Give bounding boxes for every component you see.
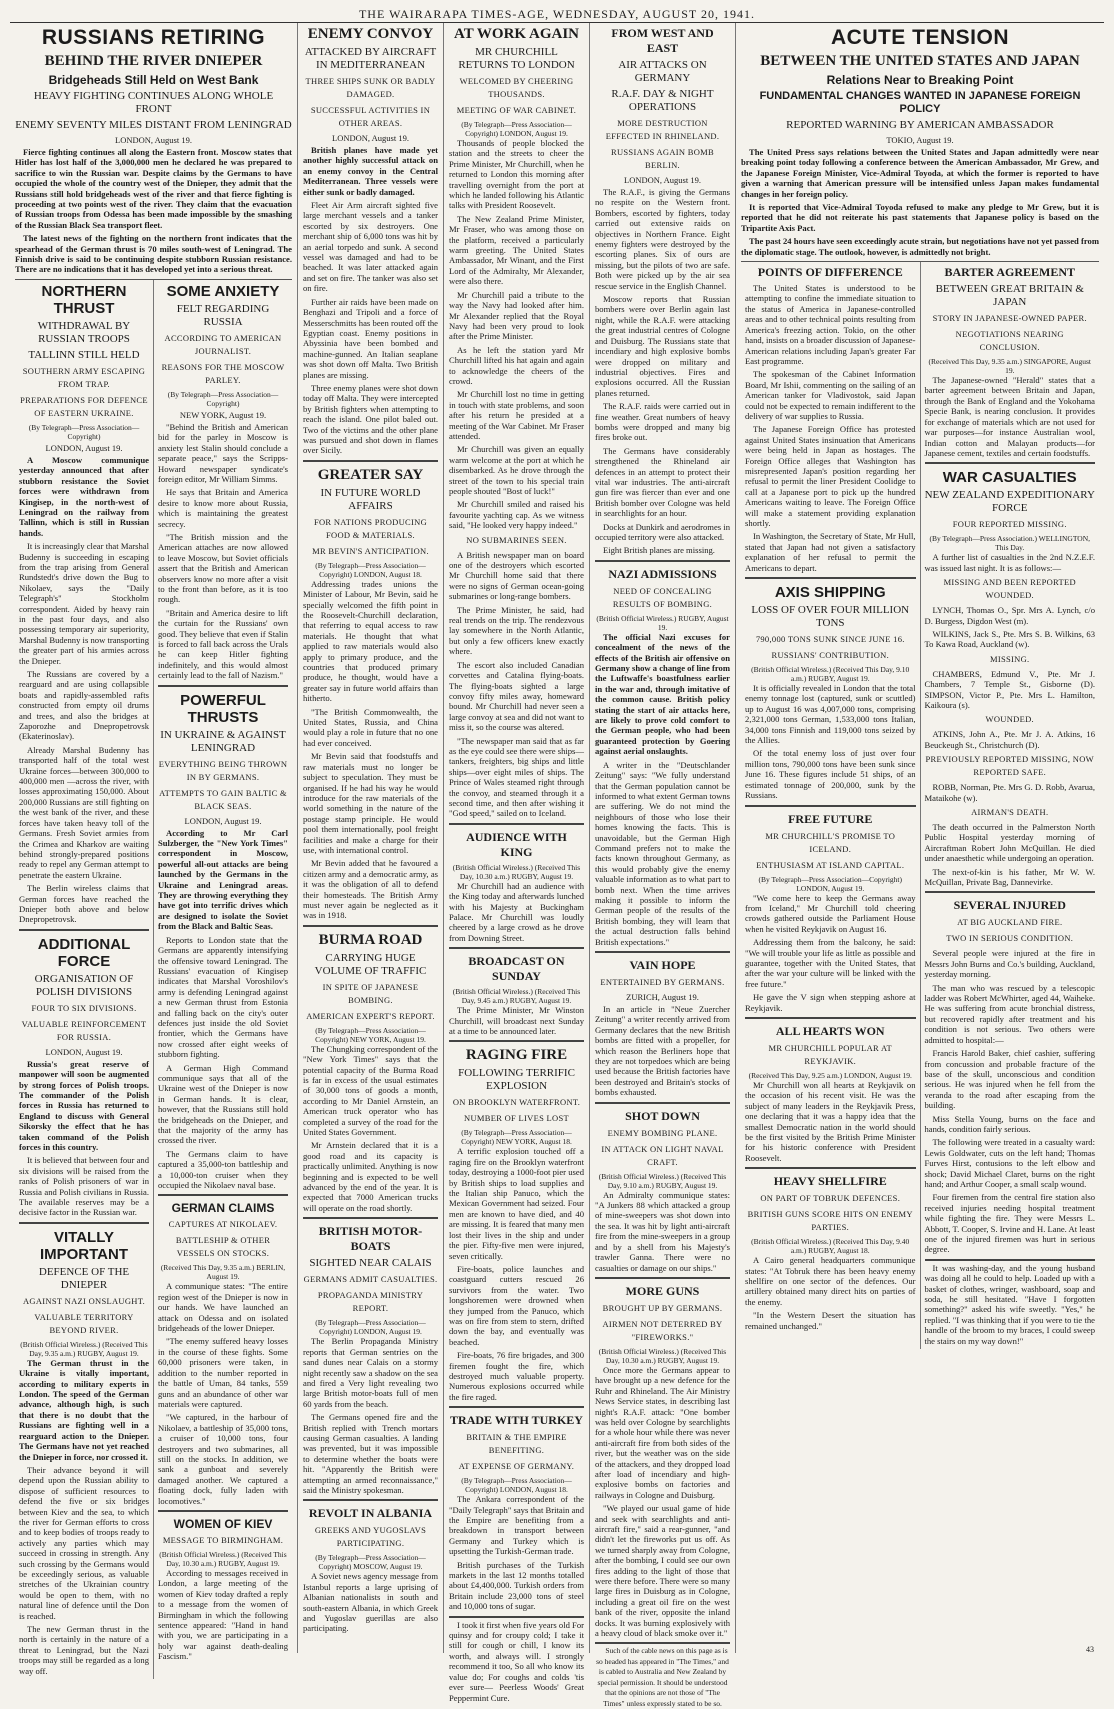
subhead: LOSS OF OVER FOUR MILLION TONS <box>751 604 910 630</box>
subhead: NEGOTIATIONS NEARING CONCLUSION. <box>955 329 1064 353</box>
subhead: VALUABLE REINFORCEMENT FOR RUSSIA. <box>21 1018 147 1042</box>
article-paragraph: The Germans have considerably strengthened the Rhineland air defences in an attempt to protect their vital war industries. The anti-aircraft gun fire was fiercer than ever and one British bomber over Cologne was held in searchlights for an hour. <box>595 445 730 519</box>
credit-line: (By Telegraph—Press Association—Copyright) LONDON, August 18. <box>461 1476 572 1495</box>
subhead: ENEMY SEVENTY MILES DISTANT FROM LENINGRAD <box>15 119 292 131</box>
article-paragraph: Of the total enemy loss of just over four million tons, 790,000 tons have been sunk since June 16. These figures include 51 ships, of an estimated tonnage of 200,000, sunk by the Russians. <box>745 748 916 801</box>
article-paragraph: The next-of-kin is his father, Mr W. W. McQuillan, Private Bag, Dannevirke. <box>924 866 1095 888</box>
headline-british-motor-boats: BRITISH MOTOR-BOATS <box>318 1224 423 1254</box>
casualty-entry: ROBB, Norman, Pte. Mrs G. D. Robb, Avarua, Mataikohe (w). <box>924 782 1095 803</box>
subhead: AT BIG AUCKLAND FIRE. <box>957 917 1063 928</box>
dateline: LONDON, August 19. <box>332 133 409 143</box>
subhead: ORGANISATION OF POLISH DIVISIONS <box>34 972 134 998</box>
column-russians-retiring <box>10 23 298 1676</box>
dateline: LONDON, August 19. <box>45 1046 123 1057</box>
article-paragraph: A British newspaper man on board one of the destroyers which escorted Mr Churchill home said that there were no signs of German ocean-going submarines or long-range bombers. <box>449 549 584 602</box>
section-divider <box>303 925 438 929</box>
article-paragraph: A Moscow communique yesterday announced that after stubborn resistance the Soviet forces were withdrawn from Kingisep, in the north-west of Leningrad on the railway from Tallinn, which is still in Russian hands. <box>19 454 149 538</box>
subhead: Bridgeheads Still Held on West Bank <box>48 73 259 87</box>
article-paragraph: The Ankara correspondent of the "Daily Telegraph" says that Britain and the Empire are benefiting from a breakdown in transport between Germany and Turkey which is upsetting the Turkish-German trade. <box>449 1494 584 1557</box>
article-paragraph: A Soviet news agency message from Istanbul reports a large uprising of Albanian nationalists in south and south-eastern Albania, in which Greek and Yugoslav guerillas are also participating. <box>303 1571 438 1634</box>
two-column-section <box>741 261 1099 1349</box>
headline-several-injured: SEVERAL INJURED <box>953 898 1066 913</box>
headline-broadcast-on-sunday: BROADCAST ON SUNDAY <box>468 954 565 984</box>
section-divider <box>745 805 916 809</box>
subhead: VALUABLE TERRITORY BEYOND RIVER. <box>34 1311 134 1335</box>
subhead: NO SUBMARINES SEEN. <box>466 534 567 545</box>
headline-greater-say: GREATER SAY <box>317 466 424 483</box>
article-paragraph: Addressing trades unions the Minister of Labour, Mr Bevin, said he specially welcomed the fifth point in the Roosevelt-Churchill declaration, that referring to equal access to raw materials. He thought that what applied to raw materials would also apply to primary produce, and the countries that produced primary produce, he thought, would have a greater say in future world affairs than hitherto. <box>303 578 438 704</box>
subhead: ENEMY BOMBING PLANE. <box>607 1127 718 1138</box>
article-paragraph: The latest news of the fighting on the northern front indicates that the spearhead of the German thrust is 70 miles south-west of Leningrad. The Finnish drive is said to be continuing despite stubborn Russian resistance. There are no indications that it has developed yet into a serious threat. <box>15 233 292 275</box>
headline-trade-with-turkey: TRADE WITH TURKEY <box>450 1413 583 1428</box>
subhead: GREEKS AND YUGOSLAVS PARTICIPATING. <box>314 1525 427 1549</box>
subhead: FOUR REPORTED MISSING. <box>952 519 1067 530</box>
article-paragraph: It is officially revealed in London that the total enemy tonnage lost (captured, sunk or scuttled) up to August 16 was 4,007,000 tons, comprising 2,321,000 tons German, 1,533,000 tons Italian, 34,000 tons Finnish and 119,000 tons seized by the Allies. <box>745 683 916 746</box>
credit-line: (Received This Day, 9.35 a.m.) BERLIN, August 19. <box>160 1263 286 1282</box>
subhead: SIGHTED NEAR CALAIS <box>309 1257 432 1270</box>
subhead: BRITAIN & THE EMPIRE BENEFITING. <box>466 1432 567 1456</box>
article-paragraph: Mr Bevin added that he favoured a citizen army and a democratic army, as it was the obligation of all to defend their homesteads. The British Army must never again be neglected as it was in 1918. <box>303 858 438 921</box>
column-enemy-convoy <box>298 23 444 1653</box>
subcolumn-right <box>921 262 1100 1349</box>
article-paragraph: A terrific explosion touched off a raging fire on the Brooklyn waterfront today, destroying a 1000-foot pier used by British ships to load supplies and the Italian ship Panuco, which the Mexican Government had seized. Four men are known to have died, and 40 are missing. It is feared that many men lost their lives in the ship and under the pier. Fifty-five men were injured, seven critically. <box>449 1146 584 1261</box>
article-paragraph: Russia's great reserve of manpower will soon be augmented by strong forces of Polish troops. The commander of the Polish forces in Russia has returned to England to discuss with General Sikorsky the effect that he has taken command of the Polish forces in this country. <box>19 1058 149 1152</box>
article-paragraph: Eight British planes are missing. <box>603 545 715 556</box>
headline-vain-hope: VAIN HOPE <box>629 958 696 972</box>
headline-powerful-thrusts: POWERFUL THRUSTS <box>180 691 266 726</box>
credit-line: (British Official Wireless.) (Received This Day, 9.35 a.m.) RUGBY, August 19. <box>20 1339 148 1358</box>
headline-points-of-difference: POINTS OF DIFFERENCE <box>757 265 903 280</box>
section-divider <box>303 1499 438 1503</box>
article-paragraph: The spokesman of the Cabinet Information Board, Mr Ishii, commenting on the sailing of an American tanker for Vladivostok, said Japan could not be expected to remain indifferent to the delivery of war supplies to Russia. <box>745 369 916 421</box>
subhead: BROUGHT UP BY GERMANS. <box>602 1302 723 1313</box>
subhead: BEHIND THE RIVER DNIEPER <box>44 53 263 69</box>
dateline: ZURICH, August 19. <box>626 992 699 1002</box>
article-paragraph: Mr Churchill was given an equally warm welcome at the port at which he disembarked. As he drove through the street of the town to his special train people shouted "Bost of luck!" <box>449 444 584 496</box>
article-paragraph: The new German thrust in the north is certainly in the nature of a threat to Leningrad, but the Nazi troops may still be regarded as a long way off. <box>19 1624 149 1676</box>
article-paragraph: Fierce fighting continues all along the Eastern front. Moscow states that Hitler has lost half of the 3,000,000 men he declared he was prepared to sacrifice to win the Russian war. Despite claims by the Germans to have occupied the whole of the country west of the Dnieper, they admit that the Russians still hold bridgeheads west of the river and that fierce fighting is proceeding at two points west of the river. They claim that the evacuation of Russian troops from Odessa has been made impossible by the smashing of the Russian Black Sea transport fleet. <box>15 147 292 230</box>
section-divider <box>158 685 288 689</box>
subhead: NEW ZEALAND EXPEDITIONARY FORCE <box>924 489 1095 515</box>
subhead: WELCOMED BY CHEERING THOUSANDS. <box>459 76 574 99</box>
article-paragraph: Mr Churchill had an audience with the King today and afterwards lunched with his Majesty at Buckingham Palace. Mr Churchill was loudly cheered by a large crowd as he drove from Downing Street. <box>449 880 584 943</box>
article-paragraph: In Washington, the Secretary of State, Mr Hull, stated that Japan had not given a satisfactory explanation of her refusal to permit the Americans to depart. <box>745 531 916 573</box>
headline-additional-force: ADDITIONAL FORCE <box>37 935 131 970</box>
subhead: MR CHURCHILL RETURNS TO LONDON <box>458 46 575 71</box>
dateline: LONDON, August 19. <box>45 442 123 453</box>
article-paragraph: A writer in the "Deutschlander Zeitung" says: "We fully understand that the German population cannot be informed to what extent German towns are suffering. We do not mind the neighbours of those who lose their homes knowing the facts. This is unavoidable, but the German High Command prefers not to make the facts known throughout Germany, as this would probably give the enemy valuable information as to what part to bomb next. When the time arrives making it possible to inform the German people of the results of the British bombing, they will learn that the actual destruction falls behind British expectations." <box>595 759 730 947</box>
advertisement-verse: I took it first when five years old For quinsy and for croupy cold; I take it still for cough or chill, I know its worth, and always will. I strongly recommend it too, So all who know its value do; For coughs and colds 'tis ever sure— Peerless Woods' Great Peppermint Cure. <box>449 1619 584 1703</box>
section-divider <box>745 1167 916 1171</box>
subhead: MR CHURCHILL'S PROMISE TO ICELAND. <box>765 830 896 854</box>
article-paragraph: Already Marshal Budenny has transported half of the total west Ukraine forces—between 300,000 to 400,000 men —across the river, with losses approximating 150,000. About 200,000 Russians are still fighting on the west bank of the river, and these forces have taken heavy toll of the Germans. Fresh Soviet armies from the Crimea and Kharkov are waiting behind strongly-prepared positions ready to repel any German attempt to penetrate the eastern Ukraine. <box>19 744 149 880</box>
subhead: MR BEVIN'S ANTICIPATION. <box>312 545 429 556</box>
article-paragraph: Once more the Germans appear to have brought up a new defence for the Ruhr and Rhineland. The Air Ministry News Service states, in describing last night's R.A.F. attack: "One bomber was held over Cologne by searchlights for a whole hour while there was never anti-aircraft fire from both sides of the river, but the weather was on the side of the attackers, and they dropped load after load of incendiary and high-explosive bombs on factories and railways in Cologne and Duisburg. <box>595 1364 730 1500</box>
casualty-entry: CHAMBERS, Edmund V., Pte. Mr J. Chambers, 7 Temple St., Gisborne (D). SIMPSON, Victor P., Pte. Mrs L. Hamilton, Kaikoura (s). <box>924 668 1095 710</box>
article-paragraph: A further list of casualties in the 2nd N.Z.E.F. was issued last night. It is as follows:— <box>924 552 1095 573</box>
article-paragraph: Four firemen from the central fire station also received injuries needing hospital treatment while fighting the fire. They were Messrs L. Abbott, T. Cooper, S. Irvine and H. Lane. At least one of the injured firemen was hurt in serious degree. <box>924 1192 1095 1255</box>
column-acute-tension <box>736 23 1104 1653</box>
headline-at-work-again: AT WORK AGAIN <box>453 26 580 42</box>
subcolumn-left <box>741 262 921 1349</box>
article-paragraph: Thousands of people blocked the station and the streets to cheer the Prime Minister, Mr Churchill, when he returned to London this morning after travelling overnight from the port at which he landed following his Atlantic talks with President Roosevelt. <box>449 138 584 211</box>
casualty-entry: WILKINS, Jack S., Pte. Mrs S. B. Wilkins, 63 To Kawa Road, Auckland (w). <box>924 628 1095 650</box>
article-paragraph: An Admiralty communique states: "A Junkers 88 which attacked a group of mine-sweepers was shot down into the sea. It was hit by light anti-aircraft fire from the mine-sweepers in a group and by a shell from his Majesty's trawler Ganna. There were no casualties or damage on our ships." <box>595 1189 730 1273</box>
credit-line: (By Telegraph—Press Association—Copyright) LONDON, August 19. <box>461 120 572 138</box>
article-paragraph: "The newspaper man said that as far as the eye could see there were ships—tankers, freighters, big ships and little ships—over eight miles of ships. The Prince of Wales steamed right through the convoy, and steamed through it a second time, and then after wishing it "God speed," sailed on to Iceland. <box>449 735 584 819</box>
subhead: AGAINST NAZI ONSLAUGHT. <box>22 1295 146 1306</box>
article-paragraph: Docks at Dunkirk and aerodromes in occupied territory were also attacked. <box>595 521 730 542</box>
column-at-work-again <box>444 23 590 1703</box>
filler-anecdote: It was washing-day, and the young husband was doing all he could to help. Loaded up with a basket of clothes, wringer, washboard, soap and soda, he still hesitated. "Have I forgotten something?" asked his wife sweetly. "Yes," he replied. "I was thinking that if you were to tie the handle of the broom to my braces, I could sweep the stairs on my way down!" <box>924 1262 1095 1346</box>
subhead: SOUTHERN ARMY ESCAPING FROM TRAP. <box>22 365 146 389</box>
headline-axis-shipping: AXIS SHIPPING <box>774 584 886 602</box>
subhead: WITHDRAWAL BY RUSSIAN TROOPS <box>37 319 131 345</box>
article-paragraph: The man who was rescued by a telescopic ladder was Robert McWhirter, aged 44, Waiheke. He was suffering from acute bronchial distress, but recovered rapidly after treatment and his condition is not serious. Two others were admitted to hospital:— <box>924 982 1095 1045</box>
article-paragraph: "We captured, in the harbour of Nikolaev, a battleship of 35,000 tons, a cruiser of 10,000 tons, four destroyers and two submarines, all still on the stocks. In addition, we sank a gunboat and severely damaged another. We captured a floating dock, fully laden with locomotives." <box>158 1412 288 1506</box>
subhead: MORE DESTRUCTION EFFECTED IN RHINELAND. <box>605 118 720 141</box>
subhead: R.A.F. DAY & NIGHT OPERATIONS <box>611 88 714 113</box>
section-divider <box>595 1102 730 1106</box>
subhead: REPORTED WARNING BY AMERICAN AMBASSADOR <box>786 119 1054 131</box>
subhead: AMERICAN EXPERT'S REPORT. <box>306 1010 435 1021</box>
subhead: FOUR TO SIX DIVISIONS. <box>31 1002 137 1013</box>
article-paragraph: British purchases of the Turkish markets in the last 12 months totalled about £4,400,000. Turkish orders from Britain include 23,000 tons of steel and 10,000 tons of sugar. <box>449 1559 584 1612</box>
article-paragraph: Mr Arnstein declared that it is a good road and its capacity is practically unlimited. Anything is now beginning and is expected to be well advanced by the end of the year. It is expected that 7000 American trucks will operate on the road shortly. <box>303 1140 438 1213</box>
headline-all-hearts-won: ALL HEARTS WON <box>775 1023 885 1038</box>
article-paragraph: The Japanese Foreign Office has protested against United States insinuation that Americans were being held in Japan as hostages. The Foreign Office alleges that Washington has misrepresented Japan's position regarding her refusal to permit the liner President Coolidge to call at a Japanese port to pick up the hundred Americans waiting to leave. The Foreign Office will make a statement providing explanation shortly. <box>745 424 916 528</box>
credit-line: (British Official Wireless.) (Received This Day, 10.30 a.m.) RUGBY, August 19. <box>598 1346 727 1365</box>
subhead: IN UKRAINE & AGAINST LENINGRAD <box>160 728 286 754</box>
subhead: ENTERTAINED BY GERMANS. <box>600 977 725 987</box>
article-paragraph: As he left the station yard Mr Churchill lifted his hat again and again to acknowledge the cheers of the crowd. <box>449 344 584 386</box>
article-paragraph: Mr Churchill won all hearts at Reykjavik on the occasion of his recent visit. He was the subject of many leaders in the Reykjavik Press, one declaring that it was a happy idea that the smallest Democratic nation in the world should be the first visited by the British Prime Minister for his historic conference with President Roosevelt. <box>745 1079 916 1163</box>
list-heading: WOUNDED. <box>985 714 1034 725</box>
article-paragraph: Reports to London state that the Germans are apparently intensifying the offensive toward Leningrad. The Russians' evacuation of Kingisep indicates that Marshal Voroshilov's army is defending Leningrad against a new German thrust from Estonia and falling back on the city's outer defences just inside the old Soviet frontier, which the Germans have now crossed after eight weeks of stubborn fighting. <box>158 934 288 1060</box>
article-paragraph: The Berlin wireless claims that German forces have reached the Dnieper both above and below Dnepropetrovsk. <box>19 883 149 925</box>
subhead: IN ATTACK ON LIGHT NAVAL CRAFT. <box>601 1143 724 1167</box>
dateline: NEW YORK, August 19. <box>179 409 267 420</box>
article-paragraph: The Germans claim to have captured a 35,000-ton battleship and a 10,000-ton cruiser when they occupied the Nikolaev naval base. <box>158 1148 288 1191</box>
subhead: ENTHUSIASM AT ISLAND CAPITAL. <box>756 859 905 870</box>
subhead: GERMANS ADMIT CASUALTIES. <box>303 1274 438 1285</box>
article-paragraph: The R.A.F. raids were carried out in fine weather. Great numbers of heavy bombs were dropped and many big fires broke out. <box>595 401 730 443</box>
credit-line: (By Telegraph—Press Association—Copyright) NEW YORK, August 18. <box>461 1128 572 1147</box>
dateline: LONDON, August 19. <box>115 135 192 145</box>
section-divider <box>303 460 438 464</box>
subhead: NEED OF CONCEALING RESULTS OF BOMBING. <box>612 585 713 609</box>
headline-heavy-shellfire: HEAVY SHELLFIRE <box>773 1174 887 1189</box>
section-divider <box>595 951 730 955</box>
credit-line: (Received This Day, 9.35 a.m.) SINGAPORE, August 19. <box>928 357 1091 376</box>
headline-from-west-and-east: FROM WEST AND EAST <box>611 26 714 55</box>
subhead: AT EXPENSE OF GERMANY. <box>458 1461 575 1472</box>
article-paragraph: "We played our usual game of hide and seek with searchlights and anti-aircraft fire," said a rear-gunner, "and didn't let the fireworks put us off. As we turned sharply away from Cologne, after the bombing, I could see our own fires adding to the light of those that were there before. There were so many large fires in Duisburg as in Cologne, including a great oil fire on the west bank of the river, opposite the inland docks. It was burning explosively with a heavy cloud of black smoke over it." <box>595 1503 730 1639</box>
dateline: TOKIO, August 19. <box>886 135 954 145</box>
subhead: PREPARATIONS FOR DEFENCE OF EASTERN UKRAINE. <box>20 394 148 418</box>
section-divider <box>19 1222 149 1226</box>
section-divider <box>449 947 584 951</box>
section-divider <box>449 1406 584 1410</box>
article-paragraph: The Prime Minister, he said, had real trends on the trip. The rendezvous lay somewhere in the North Atlantic, but only a few officers knew exactly where. <box>449 604 584 657</box>
subhead: AIRMEN NOT DETERRED BY "FIREWORKS." <box>602 1318 723 1342</box>
article-paragraph: Mr Churchill lost no time in getting in touch with state problems, and soon after his return he presided at a meeting of the War Cabinet. Mr Fraser attended. <box>449 389 584 441</box>
subhead: CARRYING HUGE VOLUME OF TRAFFIC <box>314 951 427 977</box>
credit-line: (By Telegraph—Press Association—Copyright) LONDON, August 19. <box>315 1318 426 1337</box>
article-paragraph: British planes have made yet another highly successful attack on an enemy convoy in the Central Mediterranean. Three vessels were either sunk or badly damaged. <box>303 145 438 197</box>
article-paragraph: "The British mission and the American attaches are now allowed to leave Moscow, but Soviet officials assert that the British and American observers know no more after a visit to the front than before, as it is too rough. <box>158 531 288 605</box>
credit-line: (By Telegraph—Press Association—Copyright) NEW YORK, August 19. <box>315 1025 426 1044</box>
article-paragraph: Mr Churchill paid a tribute to the way the Navy had looked after him. Mr Alexander replied that the Royal Navy had been very proud to look after the Prime Minister. <box>449 289 584 342</box>
section-divider <box>449 1040 584 1044</box>
section-divider <box>19 929 149 933</box>
section-divider <box>303 1217 438 1221</box>
headline-german-claims: GERMAN CLAIMS <box>171 1201 275 1216</box>
credit-line: (By Telegraph—Press Association—Copyright) MOSCOW, August 19. <box>315 1553 426 1572</box>
subhead: ON BROOKLYN WATERFRONT. <box>452 1097 581 1108</box>
subhead: CAPTURES AT NIKOLAEV. <box>168 1219 278 1230</box>
article-paragraph: Moscow reports that Russian bombers were over Berlin again last night, while the R.A.F. were attacking the great industrial centres of Cologne and Duisburg. The Russians state that incendiary and high explosive bombs were dropped on military and industrial objectives. Fires and explosions occurred. All the Russian planes returned. <box>595 294 730 398</box>
subhead: Relations Near to Breaking Point <box>826 73 1014 87</box>
article-paragraph: Fire-boats, police launches and coastguard cutters rescued 26 survivors from the water. Two longshoremen were drowned when they jumped from the Panuco, which was on fire from stem to stern, drifted down the bay, and eventually was beached. <box>449 1263 584 1347</box>
article-paragraph: "The British Commonwealth, the United States, Russia, and China would play a role in future that no one had ever conceived. <box>303 706 438 748</box>
subhead: REASONS FOR THE MOSCOW PARLEY. <box>161 361 285 385</box>
article-paragraph: The past 24 hours have seen exceedingly acute strain, but negotiations have not yet passed from the diplomatic stage. The outlook, however, is admittedly not bright. <box>741 236 1099 257</box>
section-divider <box>925 462 1096 466</box>
article-paragraph: The Japanese-owned "Herald" states that a barter agreement between Britain and Japan, through the Bank of England and the Yokohama Specie Bank, is nearing conclusion. It provides for exchange of materials which are not used for war purposes—for instance Australian wool, Indian cotton and Malayan products—for Japanese cement, textiles and certain foodstuffs. <box>924 375 1095 458</box>
subhead: BETWEEN THE UNITED STATES AND JAPAN <box>760 53 1080 69</box>
headline-acute-tension: ACUTE TENSION <box>830 26 1009 49</box>
headline-burma-road: BURMA ROAD <box>318 931 423 948</box>
credit-line: (British Official Wireless.) (Received This Day, 9.40 a.m.) RUGBY, August 18. <box>751 1237 910 1256</box>
article-paragraph: The Prime Minister, Mr Winston Churchill, will broadcast next Sunday at a time to be announced later. <box>449 1005 584 1037</box>
article-paragraph: A German High Command communique says that all of the Ukraine west of the Dnieper is now in German hands. It is clear, however, that the Russians still hold the bridgeheads on the Dnieper, and that the majority of the army has crossed the river. <box>158 1062 288 1146</box>
section-divider <box>745 577 916 581</box>
article-paragraph: The official Nazi excuses for concealment of the news of the effects of the British air offensive on Germany show a change of line from the Luftwaffe's boastfulness earlier in the war and, through imitative of the common cause. British policy stating the start of air attacks here, are likely to prove cold comfort to the German people, who had been guaranteed protection by Goering against aerial onslaughts. <box>595 631 730 757</box>
headline-russians-retiring: RUSSIANS RETIRING <box>41 26 266 49</box>
article-paragraph: The Russians are covered by a rearguard and are using collapsible boats and rapidly-assembled rafts constructed from empty oil drums and trees, and also the bridges at Zaporozhe and Dnepropetrovsk (Ekaterinoslav). <box>19 669 149 742</box>
headline-vitally-important: VITALLY IMPORTANT <box>39 1228 129 1263</box>
subhead: STORY IN JAPANESE-OWNED PAPER. <box>932 313 1087 324</box>
subhead: EVERYTHING BEING THROWN IN BY GERMANS. <box>158 758 288 782</box>
article-paragraph: Mr Bevin said that foodstuffs and raw materials must no longer be subject to speculation. They must be organised. If he had his way he would introduce for the raw materials of the world something in the nature of the postage stamp principle. He would pool them internationally, pool freight facilities and make a charge for their use, with international control. <box>303 751 438 855</box>
article-paragraph: He says that Britain and America desire to know more about Russia, which is maintaining the greatest secrecy. <box>158 487 288 529</box>
credit-line: (British Official Wireless.) (Received This Day, 10.30 a.m.) RUGBY, August 19. <box>159 1549 287 1568</box>
subhead: ATTEMPTS TO GAIN BALTIC & BLACK SEAS. <box>159 787 287 811</box>
headline-nazi-admissions: NAZI ADMISSIONS <box>608 566 717 581</box>
article-paragraph: The German thrust in the Ukraine is vitally important, according to military experts in London. The speed of the German advance, although high, is such that there is no doubt that the Russians are fighting well in a rearguard action to the Dnieper. The Germans have not yet reached the Dnieper in force, nor crossed it. <box>19 1357 149 1462</box>
article-paragraph: Several people were injured at the fire in Messrs John Burns and Co.'s building, Auckland, yesterday morning. <box>924 948 1095 980</box>
article-paragraph: Addressing them from the balcony, he said: "We will trouble your life as little as possible and guarantee, together with the United States, that after the war your culture will be linked with the free future." <box>745 937 916 989</box>
subhead: IN SPITE OF JAPANESE BOMBING. <box>322 981 419 1005</box>
subhead: PROPAGANDA MINISTRY REPORT. <box>317 1290 424 1314</box>
section-divider <box>745 1017 916 1021</box>
article-paragraph: "The enemy suffered heavy losses in the course of these fights. Some 60,000 prisoners were taken, in addition to the number reported in the battle of Uman, 84 tanks, 559 guns and an abundance of other war materials were captured. <box>158 1336 288 1409</box>
article-paragraph: It is believed that between four and six divisions will be raised from the ranks of Polish prisoners of war in Russia and Polish civilians in Russia. The available reserves may be a decisive factor in the Russian war. <box>19 1155 149 1218</box>
dateline: LONDON, August 19. <box>184 815 262 826</box>
article-paragraph: He gave the V sign when stepping ashore at Reykjavik. <box>745 992 916 1013</box>
credit-line: (By Telegraph—Press Association—Copyright) <box>28 422 140 441</box>
headline-northern-thrust: NORTHERN THRUST <box>41 282 127 317</box>
headline-some-anxiety: SOME ANXIETY <box>166 282 280 300</box>
article-paragraph: The Chungking correspondent of the "New York Times" says that the potential capacity of the Burma Road is far in excess of the usual estimates of 30,000 tons of goods a month, according to Mr Daniel Arnstein, an American truck operator who has completed a survey of the road for the United States Government. <box>303 1043 438 1138</box>
article-paragraph: Mr Churchill smiled and raised his favourite yachting cap. As we witness said, "He looked very happy indeed." <box>449 499 584 531</box>
credit-line: (British Official Wireless.) (Received This Day, 9.10 a.m.) RUGBY, August 19. <box>751 665 910 684</box>
article-paragraph: Miss Stella Young, burns on the face and hands, condition fairly serious. <box>924 1113 1095 1134</box>
article-paragraph: "In the Western Desert the situation has remained unchanged." <box>745 1310 916 1331</box>
subhead: 790,000 TONS SUNK SINCE JUNE 16. <box>755 634 905 645</box>
article-paragraph: "We come here to keep the Germans away from Iceland," Mr Churchill told cheering crowds gathered outside the Parliament House when he visited Reykjavik on August 16. <box>745 892 916 934</box>
article-paragraph: The R.A.F., is giving the Germans no respite on the Western front. Bombers, escorted by fighters, today carried out extensive raids on objectives in Northern France. Eight enemy fighters were destroyed by the escorting planes. Six of ours are missing, but the pilots of two are safe. Both were picked up by the air sea rescue service in the English Channel. <box>595 187 730 291</box>
credit-line: (By Telegraph—Press Association—Copyright) LONDON, August 18. <box>315 560 426 579</box>
subhead: RUSSIANS' CONTRIBUTION. <box>771 650 890 661</box>
columns <box>10 23 1104 1708</box>
subhead: NUMBER OF LIVES LOST <box>464 1113 569 1124</box>
section-divider <box>925 891 1096 895</box>
credit-line: (By Telegraph—Press Association.) WELLINGTON, This Day. <box>929 534 1090 553</box>
list-heading: PREVIOUSLY REPORTED MISSING, NOW REPORTED SAFE. <box>925 754 1094 778</box>
article-paragraph: Their advance beyond it will depend upon the Russian ability to dispose of sufficient resources to defend the five or six bridges between Kiev and the sea, to which the river for German efforts to cross and to keep bodies of troops ready to actively any parties which may succeed in crossing in strength. Any such crossing by the Germans would be exceedingly serious, as valuable stretches of the Ukrainian country would be open to them, with no natural line of defence until the Don is reached. <box>19 1464 149 1621</box>
page-number: 43 <box>1086 1645 1094 1654</box>
article-paragraph: In an article in "Neue Zuercher Zeitung" a writer recently arrived from Germany declares that the new British bombs are fitted with a propeller, for which reason the Berliners hope that they are not torpedoes which are being used because the British factories have been destroyed and Britain's stocks of bombs exhausted. <box>595 1004 730 1098</box>
credit-line: (Received This Day, 9.25 a.m.) LONDON, August 19. <box>748 1070 912 1080</box>
subhead: SUCCESSFUL ACTIVITIES IN OTHER AREAS. <box>310 105 431 128</box>
article-paragraph: According to Mr Carl Sulzberger, the "New York Times" correspondent in Moscow, powerful all-out attacks are being launched by the Germans in the Ukraine and Leningrad areas. They are throwing everything they have got into terrific drives which are designed to isolate the Soviet from the Black and Baltic Seas. <box>158 827 288 932</box>
subhead: ACCORDING TO AMERICAN JOURNALIST. <box>164 332 282 356</box>
subhead: FOR NATIONS PRODUCING FOOD & MATERIALS. <box>313 516 428 540</box>
article-paragraph: According to messages received in London, a large meeting of the women of Kiev today drafted a reply to a message from the women of Birmingham in which the following sentence appeared: "Hand in hand with you, we are participating in a holy war against death-dealing Fascism." <box>158 1567 288 1662</box>
credit-line: (British Official Wireless.) (Received This Day, 10.30 a.m.) RUGBY, August 19. <box>452 862 581 881</box>
two-column-section <box>15 279 292 1679</box>
subcolumn-left <box>15 280 154 1679</box>
subhead: MR CHURCHILL POPULAR AT REYKJAVIK. <box>768 1042 892 1066</box>
article-paragraph: Francis Harold Baker, chief cashier, suffering from concussion and probable fracture of the base of the skull, unconscious and condition serious. He was injured when he fell from the veranda to the road after escaping from the building. <box>924 1048 1095 1111</box>
subhead: BETWEEN GREAT BRITAIN & JAPAN <box>935 283 1084 309</box>
article-paragraph: The death occurred in the Palmerston North Public Hospital yesterday morning of Aircraftman Robert John McQuillan. He died under anaesthetic while undergoing an operation. <box>924 822 1095 864</box>
subhead: RUSSIANS AGAIN BOMB BERLIN. <box>611 147 714 170</box>
article-paragraph: Further air raids have been made on Benghazi and Tripoli and a force of Messerschmitts has been routed off the Egyptian coast. Enemy positions in Abyssinia have been bombed and machine-gunned. An Italian seaplane was shot down off Malta. Two British planes are missing. <box>303 296 438 380</box>
subcolumn-right <box>154 280 292 1679</box>
subhead: DEFENCE OF THE DNIEPER <box>38 1265 130 1291</box>
subhead: BATTLESHIP & OTHER VESSELS ON STOCKS. <box>175 1235 271 1259</box>
subhead: ON PART OF TOBRUK DEFENCES. <box>760 1193 901 1204</box>
article-paragraph: A Cairo general headquarters communique states: "At Tobruk there has been heavy enemy shellfire on one sector of the defences. Our artillery obtained many direct hits on parties of the enemy. <box>745 1255 916 1307</box>
subhead: FOLLOWING TERRIFIC EXPLOSION <box>458 1067 575 1093</box>
article-paragraph: The Berlin Propaganda Ministry reports that German sentries on the sand dunes near Calais on a stormy night recently saw a shadow on the sea and fired a Very light revealing two large British motor-boats full of men 60 yards from the beach. <box>303 1336 438 1409</box>
subhead: AIR ATTACKS ON GERMANY <box>618 59 707 84</box>
dateline: LONDON, August 19. <box>624 175 701 185</box>
subhead: MESSAGE TO BIRMINGHAM. <box>162 1534 284 1545</box>
article-paragraph: The New Zealand Prime Minister, Mr Fraser, who was among those on the platform, received a particularly warm greeting. The United States Ambassador, Mr Winant, and the First Lord of the Admiralty, Mr Alexander, were also there. <box>449 213 584 287</box>
article-paragraph: The escort also included Canadian corvettes and Catalina flying-boats. The flying-boats sighted a large convoy fifty miles away, homeward bound. Mr Churchill had never seen a large convoy at sea and did not want to miss it, so the course was altered. <box>449 659 584 733</box>
subhead: TWO IN SERIOUS CONDITION. <box>946 933 1074 944</box>
subhead: TALLINN STILL HELD <box>28 348 140 361</box>
headline-more-guns: MORE GUNS <box>625 1283 700 1298</box>
headline-women-of-kiev: WOMEN OF KIEV <box>173 1516 273 1531</box>
credit-line: (British Official Wireless.) (Received This Day, 9.10 a.m.) RUGBY, August 19. <box>598 1171 727 1190</box>
credit-line: (British Official Wireless.) (Received This Day, 9.45 a.m.) RUGBY, August 19. <box>452 987 581 1006</box>
subhead: BRITISH GUNS SCORE HITS ON ENEMY PARTIES. <box>747 1209 913 1233</box>
article-paragraph: A communique states: "The entire region west of the Dnieper is now in our hands. We have launched an attack on Odessa and on isolated bridgeheads of the lower Dnieper. <box>158 1281 288 1334</box>
section-divider <box>449 823 584 827</box>
column-from-west-and-east <box>590 23 736 1708</box>
article-paragraph: The United Press says relations between the United States and Japan admittedly were near breaking point today following a conference between the American Ambassador, Mr Grew, and the Japanese Foreign Minister, Vice-Admiral Toyoda, at which the former is reported to have given a warning that American pressure will be intensified unless Japan makes fundamental changes in her foreign policy. <box>741 147 1099 199</box>
subhead: FELT REGARDING RUSSIA <box>176 302 270 328</box>
article-paragraph: "Britain and America desire to lift the curtain for the Russians' own good. They believe that even if Stalin is forced to fall back across the Urals he can keep Hitler fighting indefinitely, and this would almost certainly lead to the fall of Nazism." <box>158 607 288 681</box>
list-heading: MISSING. <box>990 653 1030 664</box>
masthead: THE WAIRARAPA TIMES-AGE, WEDNESDAY, AUGUST 20, 1941. <box>10 6 1104 23</box>
headline-free-future: FREE FUTURE <box>788 811 873 826</box>
casualty-entry: LYNCH, Thomas O., Spr. Mrs A. Lynch, c/o D. Burgess, Digdon West (m). <box>924 605 1095 626</box>
subhead: HEAVY FIGHTING CONTINUES ALONG WHOLE FRONT <box>33 90 274 115</box>
headline-barter-agreement: BARTER AGREEMENT <box>944 265 1076 280</box>
subhead: IN FUTURE WORLD AFFAIRS <box>320 486 421 512</box>
section-divider <box>595 560 730 564</box>
article-paragraph: Fleet Air Arm aircraft sighted five large merchant vessels and a tanker escorted by six destroyers. One merchant ship of 6,000 tons was hit by an aerial torpedo and sunk. A second vessel was damaged and had to be beached. It was later attacked again and set on fire. The tanker was also set on fire. <box>303 200 438 294</box>
headline-raging-fire: RAGING FIRE <box>465 1047 568 1064</box>
headline-shot-down: SHOT DOWN <box>625 1108 700 1123</box>
copyright-note: Such of the cable news on this page as is so headed has appeared in "The Times," and is cabled to Australia and New Zealand by special permission. It should be understood that the opinions are not those of "The Times" unless expressly stated to be so. <box>596 1646 729 1708</box>
article-paragraph: It is reported that Vice-Admiral Toyoda refused to make any pledge to Mr Grew, but it is reported that he did not reiterate his past statements that Japanese policy is based on the Tripartite Axis Pact. <box>741 202 1099 233</box>
headline-war-casualties: WAR CASUALTIES <box>942 469 1077 487</box>
list-heading: MISSING AND BEEN REPORTED WOUNDED. <box>943 577 1076 601</box>
casualty-entry: ATKINS, John A., Pte. Mr J. A. Atkins, 16 Beuckeugh St., Christchurch (D). <box>924 729 1095 750</box>
section-divider <box>158 1510 288 1514</box>
headline-enemy-convoy: ENEMY CONVOY <box>307 26 434 42</box>
headline-revolt-in-albania: REVOLT IN ALBANIA <box>308 1506 433 1521</box>
article-paragraph: The following were treated in a casualty ward: Lewis Goldwater, cuts on the left hand; Thomas Furves Hirst, contusions to the left elbow and shock; David Michael Claret, burns on the right hand; and Arthur Cooper, a small scalp wound. <box>924 1137 1095 1189</box>
credit-line: (By Telegraph—Press Association—Copyright) <box>167 389 279 408</box>
headline-audience-with-king: AUDIENCE WITH KING <box>466 829 567 859</box>
subhead: ATTACKED BY AIRCRAFT IN MEDITERRANEAN <box>304 46 437 71</box>
credit-line: (British Official Wireless.) RUGBY, August 19. <box>596 613 729 632</box>
article-paragraph: The United States is understood to be attempting to confine the immediate situation to the status of America in Japanese-controlled areas and to other technical points resulting from America's freezing action. Tokio, on the other hand, insists on a broader discussion of Japanese-American relations including Japan's greater Far East programme. <box>745 283 916 366</box>
article-paragraph: "Behind the British and American bid for the parley in Moscow is anxiety lest Stalin should conclude a separate peace," says the Scripps-Howard newspaper syndicate's foreign editor, Mr William Simms. <box>158 421 288 484</box>
article-paragraph: The Germans opened fire and the British replied with Trench mortars causing German casualties. A landing was prevented, but it was impossible to determine whether the boats were hit. "Apparently the British were attempting an armed reconnaissance," said the Ministry spokesman. <box>303 1412 438 1495</box>
subhead: THREE SHIPS SUNK OR BADLY DAMAGED. <box>305 76 436 99</box>
subhead: FUNDAMENTAL CHANGES WANTED IN JAPANESE FOREIGN POLICY <box>759 90 1081 115</box>
credit-line: (By Telegraph—Press Association—Copyright) LONDON, August 19. <box>758 874 902 893</box>
article-paragraph: Fire-boats, 76 fire brigades, and 300 firemen fought the fire, which destroyed much valuable property. Numerous explosions occurred while the fire raged. <box>449 1350 584 1402</box>
list-heading: AIRMAN'S DEATH. <box>971 807 1049 817</box>
article-paragraph: It is increasingly clear that Marshal Budenny is succeeding in escaping from the trap arising from General Rundstedt's drive down the Bug to Nikolaev, says the "Daily Telegraph's" Stockholm correspondent. Aided by heavy rain in the past four days, and also possessing temporary air superiority, Marshal Budenny is now transporting the greater part of his armies across the Dnieper. <box>19 541 149 666</box>
section-divider <box>595 1277 730 1281</box>
article-paragraph: Three enemy planes were shot down today off Malta. They were intercepted by British fighters when attempting to reach the island. One pilot baled out. Two of the victims and the other plane was pursued and shot down in flames over Sicily. <box>303 382 438 456</box>
subhead: MEETING OF WAR CABINET. <box>456 105 577 115</box>
section-divider <box>158 1194 288 1198</box>
